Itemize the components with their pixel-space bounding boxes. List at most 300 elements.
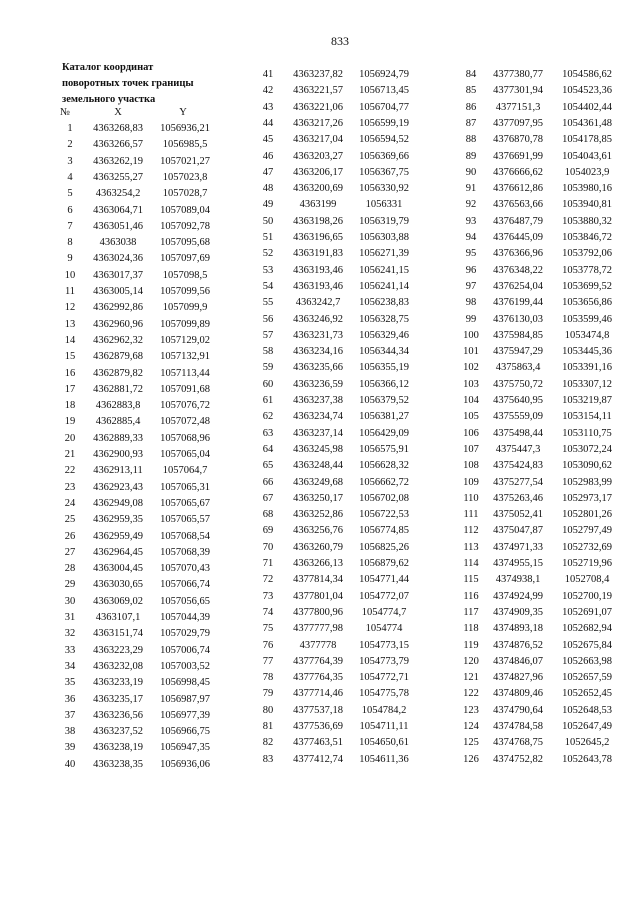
x-coordinate: 4363249,68 <box>293 476 343 488</box>
x-coordinate: 4376691,99 <box>493 150 543 162</box>
x-coordinate: 4363235,66 <box>293 362 343 374</box>
x-coordinate: 4377800,96 <box>293 606 343 618</box>
y-coordinate: 1053445,36 <box>562 346 612 358</box>
x-coordinate: 4377801,04 <box>293 590 343 602</box>
point-number: 32 <box>64 628 76 640</box>
x-coordinate: 4362959,49 <box>93 530 143 542</box>
y-coordinate: 1056331 <box>365 199 403 211</box>
y-coordinate: 1056985,5 <box>162 139 208 151</box>
y-coordinate: 1054772,71 <box>359 672 409 684</box>
x-coordinate: 4363237,14 <box>293 427 343 439</box>
y-coordinate: 1054775,78 <box>359 688 409 700</box>
point-number: 55 <box>262 297 274 309</box>
point-number: 34 <box>64 660 76 672</box>
y-coordinate: 1056381,27 <box>359 411 409 423</box>
y-coordinate: 1052719,96 <box>562 558 612 569</box>
x-coordinate: 4363238,35 <box>93 758 143 770</box>
x-coordinate: 4375863,4 <box>495 362 541 374</box>
x-coordinate: 4363030,65 <box>93 579 143 591</box>
y-coordinate: 1057065,57 <box>160 514 210 526</box>
point-number: 112 <box>463 525 479 537</box>
y-coordinate: 1057023,8 <box>162 171 208 183</box>
point-number: 86 <box>465 101 477 113</box>
x-coordinate: 4363217,26 <box>293 117 343 129</box>
x-coordinate: 4376130,03 <box>493 313 543 325</box>
x-coordinate: 4362889,33 <box>93 432 143 444</box>
x-coordinate: 4374938,1 <box>495 574 541 586</box>
point-number: 101 <box>463 346 479 358</box>
point-number: 54 <box>262 280 274 292</box>
x-coordinate: 4363199 <box>299 199 337 211</box>
x-coordinate: 4375984,85 <box>493 329 543 341</box>
y-coordinate: 1054774,7 <box>361 606 407 618</box>
point-number: 72 <box>262 574 274 586</box>
x-coordinate: 4375047,87 <box>493 525 543 537</box>
point-number: 43 <box>262 101 274 113</box>
x-coordinate: 4363233,19 <box>93 677 143 689</box>
x-coordinate: 4362964,45 <box>93 546 143 558</box>
y-coordinate: 1054784,2 <box>361 704 407 716</box>
y-coordinate: 1057056,65 <box>160 595 210 607</box>
y-coordinate: 1057076,72 <box>160 400 210 412</box>
point-number: 117 <box>463 606 479 618</box>
point-number: 102 <box>463 362 479 374</box>
point-number: 77 <box>262 655 274 667</box>
x-coordinate: 4363235,17 <box>93 693 143 705</box>
y-coordinate: 1054023,9 <box>564 166 610 178</box>
point-number: 38 <box>64 726 76 738</box>
point-number: 11 <box>64 286 76 297</box>
y-coordinate: 1052801,26 <box>562 509 612 521</box>
x-coordinate: 4363248,44 <box>293 460 343 472</box>
y-coordinate: 1052797,49 <box>562 525 612 537</box>
x-coordinate: 4363024,36 <box>93 253 143 265</box>
y-coordinate: 1056344,34 <box>359 346 409 358</box>
point-number: 106 <box>463 427 479 439</box>
point-number: 64 <box>262 443 274 455</box>
y-coordinate: 1056429,09 <box>359 427 409 439</box>
x-coordinate: 4377151,3 <box>495 101 541 113</box>
y-coordinate: 1053792,06 <box>562 248 612 260</box>
x-coordinate: 4362962,32 <box>93 334 143 346</box>
point-number: 104 <box>463 395 479 406</box>
point-number: 12 <box>64 302 76 314</box>
point-number: 111 <box>463 509 479 521</box>
y-coordinate: 1057089,04 <box>160 204 210 216</box>
catalog-title-line: Каталог координат <box>62 62 154 73</box>
x-coordinate: 4377537,18 <box>293 704 343 716</box>
point-number: 49 <box>262 199 274 211</box>
x-coordinate: 4377301,94 <box>493 85 543 97</box>
header-x: X <box>114 107 122 118</box>
point-number: 84 <box>465 69 477 80</box>
y-coordinate: 1056998,45 <box>160 677 210 689</box>
y-coordinate: 1056704,77 <box>359 101 409 113</box>
point-number: 81 <box>262 721 274 732</box>
point-number: 18 <box>64 400 76 412</box>
x-coordinate: 4375750,72 <box>493 378 543 390</box>
x-coordinate: 4363266,57 <box>93 139 143 151</box>
y-coordinate: 1053656,86 <box>562 297 612 309</box>
y-coordinate: 1056702,08 <box>359 492 409 504</box>
point-number: 108 <box>463 460 479 472</box>
y-coordinate: 1057092,78 <box>160 220 210 232</box>
y-coordinate: 1057072,48 <box>160 416 210 428</box>
x-coordinate: 4363254,2 <box>95 188 141 200</box>
x-coordinate: 4376199,44 <box>493 297 543 309</box>
point-number: 87 <box>465 117 477 129</box>
y-coordinate: 1056713,45 <box>359 85 409 97</box>
x-coordinate: 4374846,07 <box>493 655 543 667</box>
point-number: 22 <box>64 465 76 477</box>
x-coordinate: 4363246,92 <box>293 313 343 325</box>
point-number: 119 <box>463 639 479 651</box>
point-number: 39 <box>64 742 76 754</box>
point-number: 26 <box>64 530 76 542</box>
point-number: 79 <box>262 688 274 700</box>
x-coordinate: 4362923,43 <box>93 481 143 493</box>
point-number: 98 <box>465 297 477 309</box>
x-coordinate: 4363266,13 <box>293 558 343 569</box>
y-coordinate: 1057113,44 <box>160 367 210 379</box>
x-coordinate: 4363238,19 <box>93 742 143 754</box>
y-coordinate: 1057065,67 <box>160 497 210 509</box>
y-coordinate: 1056328,75 <box>359 313 409 325</box>
y-coordinate: 1057068,96 <box>160 432 210 444</box>
point-number: 114 <box>463 558 479 569</box>
x-coordinate: 4362913,11 <box>93 465 143 477</box>
point-number: 52 <box>262 248 274 260</box>
y-coordinate: 1056238,83 <box>359 297 409 309</box>
point-number: 122 <box>463 688 479 700</box>
y-coordinate: 1057003,52 <box>160 660 210 672</box>
y-coordinate: 1057065,31 <box>160 481 210 493</box>
y-coordinate: 1054772,07 <box>359 590 409 602</box>
point-number: 17 <box>64 383 76 395</box>
x-coordinate: 4363038 <box>99 237 137 249</box>
x-coordinate: 4363262,19 <box>93 155 143 167</box>
point-number: 29 <box>64 579 76 591</box>
point-number: 13 <box>64 318 76 330</box>
catalog-title-line: поворотных точек границы <box>62 78 194 89</box>
y-coordinate: 1053219,87 <box>562 395 612 406</box>
y-coordinate: 1056355,19 <box>359 362 409 374</box>
x-coordinate: 4363256,76 <box>293 525 343 537</box>
point-number: 99 <box>465 313 477 325</box>
y-coordinate: 1057064,7 <box>162 465 208 477</box>
y-coordinate: 1052643,78 <box>562 753 612 765</box>
point-number: 33 <box>64 644 76 656</box>
y-coordinate: 1056319,79 <box>359 215 409 227</box>
y-coordinate: 1053110,75 <box>562 427 612 439</box>
y-coordinate: 1053090,62 <box>562 460 612 472</box>
y-coordinate: 1057129,02 <box>160 334 210 346</box>
point-number: 97 <box>465 280 477 292</box>
x-coordinate: 4362879,68 <box>93 351 143 363</box>
point-number: 7 <box>67 220 73 232</box>
y-coordinate: 1054178,85 <box>562 134 612 146</box>
y-coordinate: 1057028,7 <box>162 188 208 200</box>
y-coordinate: 1057070,43 <box>160 563 210 575</box>
x-coordinate: 4362949,08 <box>93 497 143 509</box>
point-number: 69 <box>262 525 274 537</box>
x-coordinate: 4377463,51 <box>293 737 343 749</box>
y-coordinate: 1053391,16 <box>562 362 612 374</box>
y-coordinate: 1057065,04 <box>160 449 210 460</box>
point-number: 90 <box>465 166 477 178</box>
point-number: 95 <box>465 248 477 260</box>
x-coordinate: 4374909,35 <box>493 606 543 618</box>
y-coordinate: 1056966,75 <box>160 726 210 738</box>
x-coordinate: 4363221,57 <box>293 85 343 97</box>
point-number: 25 <box>64 514 76 526</box>
x-coordinate: 4375947,29 <box>493 346 543 358</box>
point-number: 35 <box>64 677 76 689</box>
point-number: 19 <box>64 416 76 428</box>
x-coordinate: 4377764,35 <box>293 672 343 684</box>
x-coordinate: 4363206,17 <box>293 166 343 178</box>
x-coordinate: 4374827,96 <box>493 672 543 684</box>
y-coordinate: 1053880,32 <box>562 215 612 227</box>
y-coordinate: 1054043,61 <box>562 150 612 162</box>
point-number: 37 <box>64 709 76 721</box>
point-number: 96 <box>465 264 477 276</box>
point-number: 27 <box>64 546 76 558</box>
x-coordinate: 4362881,72 <box>93 383 143 395</box>
point-number: 118 <box>463 623 479 635</box>
y-coordinate: 1056575,91 <box>359 443 409 455</box>
point-number: 103 <box>463 378 479 390</box>
y-coordinate: 1052983,99 <box>562 476 612 488</box>
y-coordinate: 1057132,91 <box>160 351 210 363</box>
y-coordinate: 1053778,72 <box>562 264 612 276</box>
x-coordinate: 4363064,71 <box>93 204 143 216</box>
y-coordinate: 1053940,81 <box>562 199 612 211</box>
point-number: 74 <box>262 606 274 618</box>
x-coordinate: 4362900,93 <box>93 449 143 460</box>
y-coordinate: 1056271,39 <box>359 248 409 260</box>
x-coordinate: 4362960,96 <box>93 318 143 330</box>
point-number: 120 <box>463 655 479 667</box>
point-number: 58 <box>262 346 274 358</box>
x-coordinate: 4363069,02 <box>93 595 143 607</box>
catalog-title-line: земельного участка <box>62 94 156 105</box>
x-coordinate: 4376254,04 <box>493 280 543 292</box>
y-coordinate: 1052700,19 <box>562 590 612 602</box>
x-coordinate: 4377714,46 <box>293 688 343 700</box>
y-coordinate: 1057006,74 <box>160 644 210 656</box>
y-coordinate: 1054771,44 <box>359 574 409 586</box>
x-coordinate: 4363193,46 <box>293 280 343 292</box>
y-coordinate: 1056303,88 <box>359 232 409 243</box>
y-coordinate: 1056330,92 <box>359 183 409 195</box>
y-coordinate: 1056947,35 <box>160 742 210 754</box>
x-coordinate: 4363242,7 <box>295 297 341 309</box>
point-number: 28 <box>64 563 76 575</box>
y-coordinate: 1054586,62 <box>562 69 612 80</box>
point-number: 68 <box>262 509 274 521</box>
x-coordinate: 4376870,78 <box>493 134 543 146</box>
point-number: 94 <box>465 232 477 243</box>
point-number: 5 <box>67 188 73 200</box>
x-coordinate: 4374924,99 <box>493 590 543 602</box>
y-coordinate: 1056977,39 <box>160 709 210 721</box>
y-coordinate: 1054773,15 <box>359 639 409 651</box>
x-coordinate: 4363191,83 <box>293 248 343 260</box>
point-number: 51 <box>262 232 274 243</box>
point-number: 100 <box>463 329 479 341</box>
y-coordinate: 1056936,21 <box>160 123 210 134</box>
point-number: 9 <box>67 253 73 265</box>
y-coordinate: 1057099,9 <box>162 302 208 314</box>
x-coordinate: 4375277,54 <box>493 476 543 488</box>
x-coordinate: 4377764,39 <box>293 655 343 667</box>
x-coordinate: 4377380,77 <box>493 69 543 80</box>
point-number: 76 <box>262 639 274 651</box>
y-coordinate: 1056628,32 <box>359 460 409 472</box>
x-coordinate: 4375559,09 <box>493 411 543 423</box>
x-coordinate: 4363231,73 <box>293 329 343 341</box>
point-number: 24 <box>64 497 76 509</box>
y-coordinate: 1056367,75 <box>359 166 409 178</box>
y-coordinate: 1052691,07 <box>562 606 612 618</box>
point-number: 3 <box>67 155 73 167</box>
point-number: 10 <box>64 269 76 281</box>
y-coordinate: 1056241,14 <box>359 280 409 292</box>
y-coordinate: 1053307,12 <box>562 378 612 390</box>
point-number: 20 <box>64 432 76 444</box>
point-number: 60 <box>262 378 274 390</box>
x-coordinate: 4363051,46 <box>93 220 143 232</box>
x-coordinate: 4363200,69 <box>293 183 343 195</box>
x-coordinate: 4363250,17 <box>293 492 343 504</box>
point-number: 56 <box>262 313 274 325</box>
x-coordinate: 4363234,74 <box>293 411 343 423</box>
point-number: 126 <box>463 753 479 765</box>
y-coordinate: 1056722,53 <box>359 509 409 521</box>
x-coordinate: 4375640,95 <box>493 395 543 406</box>
point-number: 21 <box>64 449 76 460</box>
point-number: 23 <box>64 481 76 493</box>
y-coordinate: 1057097,69 <box>160 253 210 265</box>
point-number: 15 <box>64 351 76 363</box>
y-coordinate: 1054402,44 <box>562 101 612 113</box>
catalog-title <box>62 60 194 108</box>
y-coordinate: 1052647,49 <box>562 721 612 732</box>
y-coordinate: 1052645,2 <box>564 737 610 749</box>
x-coordinate: 4376612,86 <box>493 183 543 195</box>
point-number: 16 <box>64 367 76 379</box>
point-number: 63 <box>262 427 274 439</box>
x-coordinate: 4376366,96 <box>493 248 543 260</box>
x-coordinate: 4375424,83 <box>493 460 543 472</box>
y-coordinate: 1057095,68 <box>160 237 210 249</box>
point-number: 14 <box>64 334 76 346</box>
x-coordinate: 4363237,52 <box>93 726 143 738</box>
x-coordinate: 4374955,15 <box>493 558 543 569</box>
point-number: 66 <box>262 476 274 488</box>
x-coordinate: 4363017,37 <box>93 269 143 281</box>
y-coordinate: 1056825,26 <box>359 541 409 553</box>
x-coordinate: 4362885,4 <box>95 416 141 428</box>
point-number: 47 <box>262 166 274 178</box>
y-coordinate: 1056987,97 <box>160 693 210 705</box>
x-coordinate: 4362883,8 <box>95 400 141 412</box>
x-coordinate: 4374790,64 <box>493 704 543 716</box>
y-coordinate: 1057091,68 <box>160 383 210 395</box>
y-coordinate: 1053599,46 <box>562 313 612 325</box>
point-number: 45 <box>262 134 274 146</box>
point-number: 78 <box>262 672 274 684</box>
point-number: 50 <box>262 215 274 227</box>
y-coordinate: 1056594,52 <box>359 134 409 146</box>
y-coordinate: 1054711,11 <box>359 721 409 732</box>
y-coordinate: 1057066,74 <box>160 579 210 591</box>
y-coordinate: 1056879,62 <box>359 558 409 569</box>
point-number: 57 <box>262 329 274 341</box>
point-number: 121 <box>463 672 479 684</box>
x-coordinate: 4374752,82 <box>493 753 543 765</box>
x-coordinate: 4377536,69 <box>293 721 343 732</box>
y-coordinate: 1056379,52 <box>359 395 409 406</box>
point-number: 65 <box>262 460 274 472</box>
x-coordinate: 4363237,38 <box>293 395 343 406</box>
y-coordinate: 1056924,79 <box>359 69 409 80</box>
point-number: 105 <box>463 411 479 423</box>
y-coordinate: 1052648,53 <box>562 704 612 716</box>
point-number: 1 <box>67 123 73 134</box>
y-coordinate: 1057021,27 <box>160 155 210 167</box>
x-coordinate: 4374768,75 <box>493 737 543 749</box>
y-coordinate: 1054773,79 <box>359 655 409 667</box>
point-number: 107 <box>463 443 479 455</box>
point-number: 80 <box>262 704 274 716</box>
y-coordinate: 1056599,19 <box>359 117 409 129</box>
y-coordinate: 1053980,16 <box>562 183 612 195</box>
point-number: 73 <box>262 590 274 602</box>
point-number: 93 <box>465 215 477 227</box>
x-coordinate: 4376348,22 <box>493 264 543 276</box>
y-coordinate: 1052663,98 <box>562 655 612 667</box>
point-number: 8 <box>67 237 73 249</box>
x-coordinate: 4363193,46 <box>293 264 343 276</box>
point-number: 42 <box>262 85 274 97</box>
x-coordinate: 4374809,46 <box>493 688 543 700</box>
point-number: 31 <box>64 612 76 623</box>
y-coordinate: 1053072,24 <box>562 443 612 455</box>
point-number: 2 <box>67 139 73 151</box>
x-coordinate: 4376563,66 <box>493 199 543 211</box>
x-coordinate: 4363203,27 <box>293 150 343 162</box>
y-coordinate: 1053846,72 <box>562 232 612 243</box>
point-number: 109 <box>463 476 479 488</box>
y-coordinate: 1053474,8 <box>564 329 610 341</box>
x-coordinate: 4374784,58 <box>493 721 543 732</box>
x-coordinate: 4363005,14 <box>93 286 143 297</box>
y-coordinate: 1057099,89 <box>160 318 210 330</box>
x-coordinate: 4363260,79 <box>293 541 343 553</box>
y-coordinate: 1056774,85 <box>359 525 409 537</box>
x-coordinate: 4363217,04 <box>293 134 343 146</box>
x-coordinate: 4376666,62 <box>493 166 543 178</box>
y-coordinate: 1054611,36 <box>359 753 409 765</box>
x-coordinate: 4362992,86 <box>93 302 143 314</box>
y-coordinate: 1054523,36 <box>562 85 612 97</box>
y-coordinate: 1052973,17 <box>562 492 612 504</box>
point-number: 124 <box>463 721 479 732</box>
point-number: 91 <box>465 183 477 195</box>
x-coordinate: 4363255,27 <box>93 171 143 183</box>
